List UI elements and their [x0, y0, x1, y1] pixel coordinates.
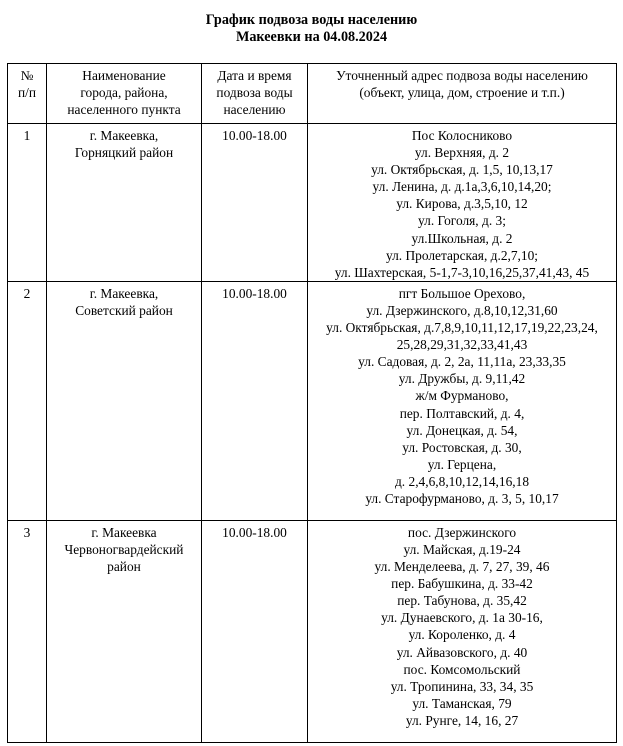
table-row	[8, 520, 617, 742]
row-number: 3	[8, 520, 47, 742]
table-header-row	[8, 64, 617, 124]
row-time: 10.00-18.00	[202, 124, 308, 282]
document-title	[0, 12, 623, 46]
table-row	[8, 124, 617, 282]
row-number: 1	[8, 124, 47, 282]
row-time: 10.00-18.00	[202, 281, 308, 520]
row-number: 2	[8, 281, 47, 520]
header-place: Наименование города, района, населенного пункта	[47, 64, 202, 124]
row-place: г. Макеевка, Советский район	[47, 281, 202, 520]
row-addresses: пос. Дзержинского ул. Майская, д.19-24 ул. Менделеева, д. 7, 27, 39, 46 пер. Бабушкина, д. 33-42 пер. Табунова, д. 35,42 ул. Дунаевского, д. 1а 30-16, ул. Короленко, д. 4 ул. Айвазовского, д. 40 пос. Комсомольский ул. Тропинина, 33, 34, 35 ул. Таманская, 79 ул. Рунге, 14, 16, 27	[308, 520, 617, 742]
row-place: г. Макеевка, Горняцкий район	[47, 124, 202, 282]
row-place: г. Макеевка Червоногвардейский район	[47, 520, 202, 742]
header-num: № п/п	[8, 64, 47, 124]
water-delivery-schedule-table	[7, 63, 617, 743]
title-line-1: График подвоза воды населению	[205, 12, 418, 28]
row-addresses: пгт Большое Орехово, ул. Дзержинского, д.8,10,12,31,60 ул. Октябрьская, д.7,8,9,10,11,12,17,19,22,23,24, 25,28,29,31,32,33,41,43 ул. Садовая, д. 2, 2а, 11,11а, 23,33,35 ул. Дружбы, д. 9,11,42 ж/м Фурманово, пер. Полтавский, д. 4, ул. Донецкая, д. 54, ул. Ростовская, д. 30, ул. Герцена, д. 2,4,6,8,10,12,14,16,18 ул. Старофурманово, д. 3, 5, 10,17	[308, 281, 617, 520]
title-line-2: Макеевки на 04.08.2024	[235, 29, 388, 45]
header-address: Уточненный адрес подвоза воды населению (объект, улица, дом, строение и т.п.)	[308, 64, 617, 124]
table-row	[8, 281, 617, 520]
header-time: Дата и время подвоза воды населению	[202, 64, 308, 124]
row-addresses: Пос Колосниково ул. Верхняя, д. 2 ул. Октябрьская, д. 1,5, 10,13,17 ул. Ленина, д. д.1а,3,6,10,14,20; ул. Кирова, д.3,5,10, 12 ул. Гоголя, д. 3; ул.Школьная, д. 2 ул. Пролетарская, д.2,7,10; ул. Шахтерская, 5-1,7-3,10,16,25,37,41,43, 45	[308, 124, 617, 282]
row-time: 10.00-18.00	[202, 520, 308, 742]
